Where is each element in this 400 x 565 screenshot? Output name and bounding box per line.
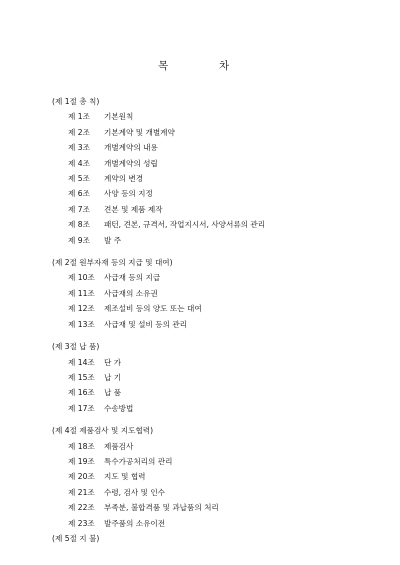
toc-entry [0,202,400,217]
toc-entry [0,109,400,124]
article-title: 개별계약의 내용 [104,143,158,153]
article-number: 제 20조 [68,472,95,482]
chapter-heading: (제 1절 총 칙) [52,97,100,106]
article-title: 부족분, 불합격품 및 과납품의 처리 [104,503,219,513]
article-number: 제 13조 [68,319,95,329]
toc-entry [0,485,400,500]
toc-entry [0,140,400,155]
toc-entry [0,439,400,454]
article-number: 제 9조 [68,235,90,245]
toc-entry [0,233,400,248]
article-title: 기본계약 및 개별계약 [104,127,175,137]
article-number: 제 4조 [68,158,90,168]
article-title: 사급재의 소유권 [104,288,158,298]
article-number: 제 23조 [68,518,95,528]
article-number: 제 15조 [68,372,95,382]
article-title: 납 품 [104,388,122,398]
toc-entry [0,317,400,332]
toc-entry [0,516,400,531]
toc-entry [0,500,400,515]
article-title: 제조설비 등의 양도 또는 대여 [104,304,202,314]
page-title-char-1: 목 [158,60,169,72]
article-title: 사급재 등의 지급 [104,273,161,283]
page-title-char-2: 차 [219,60,230,72]
article-number: 제 12조 [68,304,95,314]
article-title: 수송방법 [104,403,134,413]
chapter-heading: (제 4절 제품검사 및 지도협력) [52,426,154,436]
toc-entry [0,156,400,171]
toc-entry [0,370,400,385]
article-number: 제 22조 [68,503,95,513]
article-number: 제 14조 [68,357,95,367]
toc-entry [0,454,400,469]
article-number: 제 6조 [68,189,90,199]
article-number: 제 3조 [68,143,90,153]
article-number: 제 7조 [68,204,90,214]
chapter-heading: (제 2절 원부자재 등의 지급 및 대여) [52,258,173,268]
toc-entry [0,270,400,285]
toc-entry [0,286,400,301]
article-number: 제 1조 [68,112,90,122]
article-title: 단 가 [104,357,122,367]
article-title: 지도 및 협력 [104,472,146,482]
article-title: 사급재 및 설비 등의 관리 [104,319,188,329]
article-title: 개별계약의 성립 [104,158,158,168]
article-title: 발주품의 소유이전 [104,518,166,528]
article-title: 견본 및 제품 제작 [104,204,163,214]
article-number: 제 11조 [68,288,95,298]
article-title: 기본원칙 [104,112,134,122]
chapter-heading: (제 5절 지 불) [52,533,100,543]
article-number: 제 19조 [68,456,95,466]
toc-entry [0,469,400,484]
toc-entry [0,186,400,201]
article-number: 제 8조 [68,220,90,230]
article-title: 특수가공처리의 관리 [104,456,173,466]
article-title: 패턴, 견본, 규격서, 작업지시서, 사양서류의 관리 [104,220,266,230]
chapter-heading: (제 3절 납 품) [52,342,100,352]
article-number: 제 21조 [68,487,95,497]
article-title: 계약의 변경 [104,174,144,184]
article-title: 납 기 [104,372,122,382]
toc-entry [0,385,400,400]
article-title: 제품검사 [104,441,134,451]
article-number: 제 17조 [68,403,95,413]
article-number: 제 5조 [68,174,90,184]
toc-entry [0,125,400,140]
article-title: 발 주 [104,235,122,245]
article-number: 제 16조 [68,388,95,398]
toc-entry [0,301,400,316]
article-number: 제 18조 [68,441,95,451]
toc-entry [0,355,400,370]
article-number: 제 10조 [68,273,95,283]
toc-entry [0,217,400,232]
article-title: 수령, 검사 및 인수 [104,487,166,497]
toc-entry [0,401,400,416]
article-title: 사양 등의 지정 [104,189,153,199]
toc-entry [0,171,400,186]
table-of-contents [0,94,400,546]
article-number: 제 2조 [68,127,90,137]
